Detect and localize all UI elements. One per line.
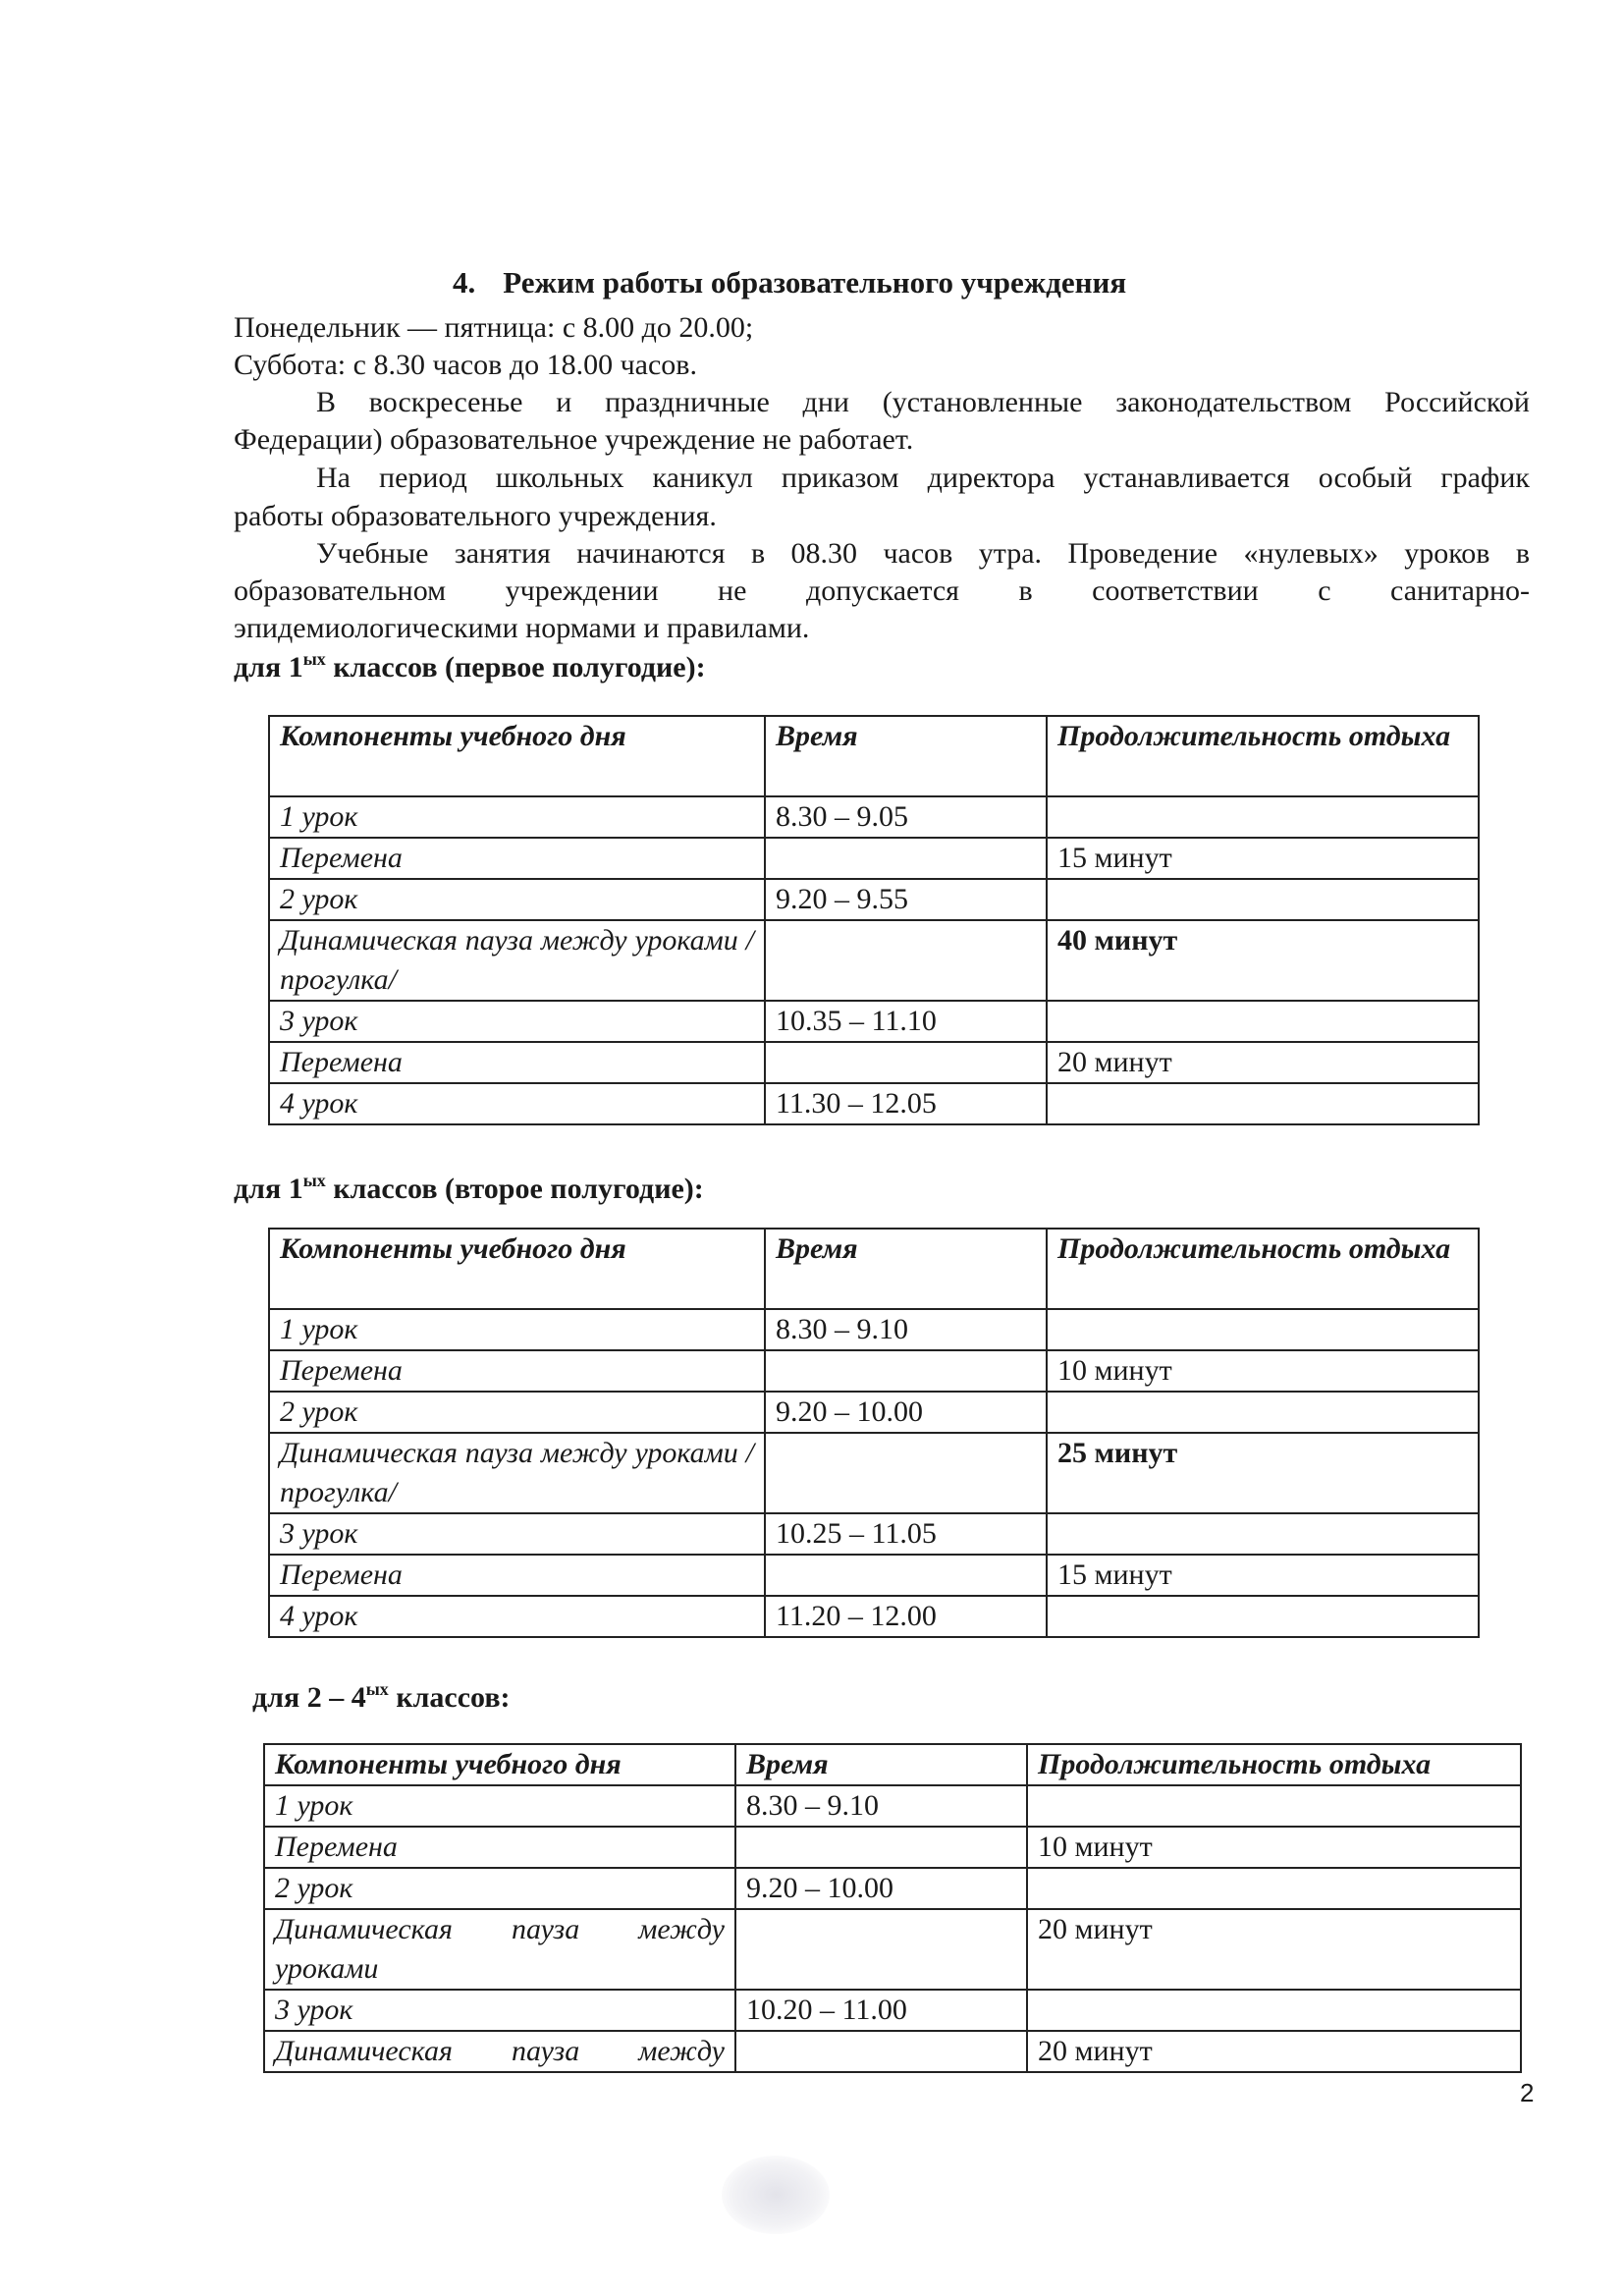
table-header-row — [269, 1229, 1479, 1309]
cell-component: Перемена — [264, 1827, 735, 1868]
cell-time: 10.20 – 11.00 — [735, 1990, 1027, 2031]
table3-heading-text: для 2 – 4 — [252, 1681, 366, 1714]
col-components-header: Компоненты учебного дня — [269, 1229, 765, 1309]
schedule-table-1 — [268, 715, 1480, 1125]
cell-rest — [1047, 1596, 1479, 1637]
cell-time: 11.20 – 12.00 — [765, 1596, 1047, 1637]
saturday-text: Суббота: с 8.30 часов до 18.00 часов. — [234, 349, 697, 381]
cell-time: 9.20 – 10.00 — [735, 1868, 1027, 1909]
lessons-text-line3: эпидемиологическими нормами и правилами. — [234, 612, 810, 644]
cell-rest — [1027, 1785, 1521, 1827]
table-row — [264, 1990, 1521, 2031]
section-title: Режим работы образовательного учреждения — [503, 265, 1127, 300]
schedule-table-2 — [268, 1228, 1480, 1638]
cell-rest — [1047, 1513, 1479, 1555]
cell-time — [735, 2031, 1027, 2072]
cell-rest — [1027, 1990, 1521, 2031]
col-rest-header: Продолжительность отдыха — [1047, 1229, 1479, 1309]
scan-smudge — [722, 2156, 830, 2234]
cell-rest: 40 минут — [1047, 920, 1479, 1001]
table-row — [269, 1433, 1479, 1513]
section-heading — [453, 265, 1126, 301]
table-row — [269, 1555, 1479, 1596]
cell-component: Динамическая пауза между уроками — [264, 1909, 735, 1990]
cell-rest: 10 минут — [1027, 1827, 1521, 1868]
sunday-text-line1: В воскресенье и праздничные дни (установленные законодательством Российской — [316, 386, 1530, 418]
schedule-table-3 — [263, 1743, 1522, 2073]
cell-component: Динамическая пауза между — [264, 2031, 735, 2072]
cell-rest — [1047, 879, 1479, 920]
cell-time: 8.30 – 9.10 — [765, 1309, 1047, 1350]
table2-heading-suffix: классов (второе полугодие): — [325, 1173, 704, 1205]
table-row — [269, 1596, 1479, 1637]
cell-component: 1 урок — [269, 796, 765, 838]
weekdays-text: Понедельник — пятница: с 8.00 до 20.00; — [234, 311, 754, 344]
cell-time: 11.30 – 12.05 — [765, 1083, 1047, 1124]
cell-component: 4 урок — [269, 1596, 765, 1637]
table-row — [269, 1513, 1479, 1555]
page-number: 2 — [1520, 2078, 1535, 2107]
col-time-header: Время — [735, 1744, 1027, 1785]
cell-time — [765, 1042, 1047, 1083]
table1-heading — [234, 649, 706, 684]
cell-time — [735, 1909, 1027, 1990]
cell-time — [765, 1350, 1047, 1392]
table3-heading-suffix: классов: — [388, 1681, 511, 1714]
table3-heading — [252, 1679, 511, 1715]
cell-component: Перемена — [269, 1042, 765, 1083]
col-rest-header: Продолжительность отдыха — [1027, 1744, 1521, 1785]
holidays-text-line2: работы образовательного учреждения. — [234, 500, 717, 532]
cell-rest: 20 минут — [1027, 1909, 1521, 1990]
cell-time: 8.30 – 9.10 — [735, 1785, 1027, 1827]
cell-component: 1 урок — [269, 1309, 765, 1350]
cell-time: 10.35 – 11.10 — [765, 1001, 1047, 1042]
table-row — [269, 1392, 1479, 1433]
cell-rest: 20 минут — [1047, 1042, 1479, 1083]
cell-rest — [1047, 1001, 1479, 1042]
table-row — [264, 1868, 1521, 1909]
cell-time — [735, 1827, 1027, 1868]
cell-rest: 20 минут — [1027, 2031, 1521, 2072]
cell-component: 2 урок — [264, 1868, 735, 1909]
table-row — [269, 1309, 1479, 1350]
table-row — [264, 1785, 1521, 1827]
table-row — [269, 920, 1479, 1001]
cell-component: 3 урок — [264, 1990, 735, 2031]
cell-time — [765, 1555, 1047, 1596]
cell-component: 2 урок — [269, 879, 765, 920]
cell-rest: 10 минут — [1047, 1350, 1479, 1392]
table2-heading-text: для 1 — [234, 1173, 303, 1205]
cell-component: Перемена — [269, 838, 765, 879]
table1-heading-suffix: классов (первое полугодие): — [325, 651, 706, 683]
cell-rest — [1047, 1083, 1479, 1124]
cell-time: 8.30 – 9.05 — [765, 796, 1047, 838]
col-components-header: Компоненты учебного дня — [269, 716, 765, 796]
cell-rest: 15 минут — [1047, 1555, 1479, 1596]
table-header-row — [269, 716, 1479, 796]
sunday-text-line2: Федерации) образовательное учреждение не работает. — [234, 423, 914, 456]
cell-component: 3 урок — [269, 1513, 765, 1555]
cell-component: 4 урок — [269, 1083, 765, 1124]
table-row — [269, 1001, 1479, 1042]
cell-time — [765, 920, 1047, 1001]
table2-heading — [234, 1171, 704, 1206]
cell-time: 10.25 – 11.05 — [765, 1513, 1047, 1555]
table1-heading-sup: ых — [302, 649, 326, 669]
cell-component: 3 урок — [269, 1001, 765, 1042]
table-row — [264, 2031, 1521, 2072]
table-row — [269, 1042, 1479, 1083]
col-time-header: Время — [765, 1229, 1047, 1309]
table-row — [269, 879, 1479, 920]
table-row — [269, 838, 1479, 879]
cell-rest — [1027, 1868, 1521, 1909]
cell-component: Динамическая пауза между уроками /прогулка/ — [269, 920, 765, 1001]
cell-rest — [1047, 1309, 1479, 1350]
table-row — [269, 796, 1479, 838]
cell-time — [765, 838, 1047, 879]
section-number: 4. — [453, 265, 476, 300]
table-row — [269, 1083, 1479, 1124]
cell-rest: 15 минут — [1047, 838, 1479, 879]
table1-heading-text: для 1 — [234, 651, 303, 683]
table-row — [269, 1350, 1479, 1392]
cell-time: 9.20 – 10.00 — [765, 1392, 1047, 1433]
table-row — [264, 1827, 1521, 1868]
holidays-text-line1: На период школьных каникул приказом директора устанавливается особый график — [316, 462, 1530, 494]
table-row — [264, 1909, 1521, 1990]
cell-rest: 25 минут — [1047, 1433, 1479, 1513]
cell-component: Динамическая пауза между уроками /прогулка/ — [269, 1433, 765, 1513]
col-rest-header: Продолжительность отдыха — [1047, 716, 1479, 796]
cell-time: 9.20 – 9.55 — [765, 879, 1047, 920]
cell-rest — [1047, 796, 1479, 838]
cell-component: Перемена — [269, 1555, 765, 1596]
col-components-header: Компоненты учебного дня — [264, 1744, 735, 1785]
table2-heading-sup: ых — [302, 1171, 326, 1190]
cell-time — [765, 1433, 1047, 1513]
lessons-text-line2: образовательном учреждении не допускается в соответствии с санитарно- — [234, 574, 1530, 607]
cell-component: Перемена — [269, 1350, 765, 1392]
col-time-header: Время — [765, 716, 1047, 796]
table3-heading-sup: ых — [365, 1679, 389, 1699]
cell-rest — [1047, 1392, 1479, 1433]
cell-component: 2 урок — [269, 1392, 765, 1433]
cell-component: 1 урок — [264, 1785, 735, 1827]
lessons-text-line1: Учебные занятия начинаются в 08.30 часов утра. Проведение «нулевых» уроков в — [316, 537, 1530, 570]
table-header-row — [264, 1744, 1521, 1785]
